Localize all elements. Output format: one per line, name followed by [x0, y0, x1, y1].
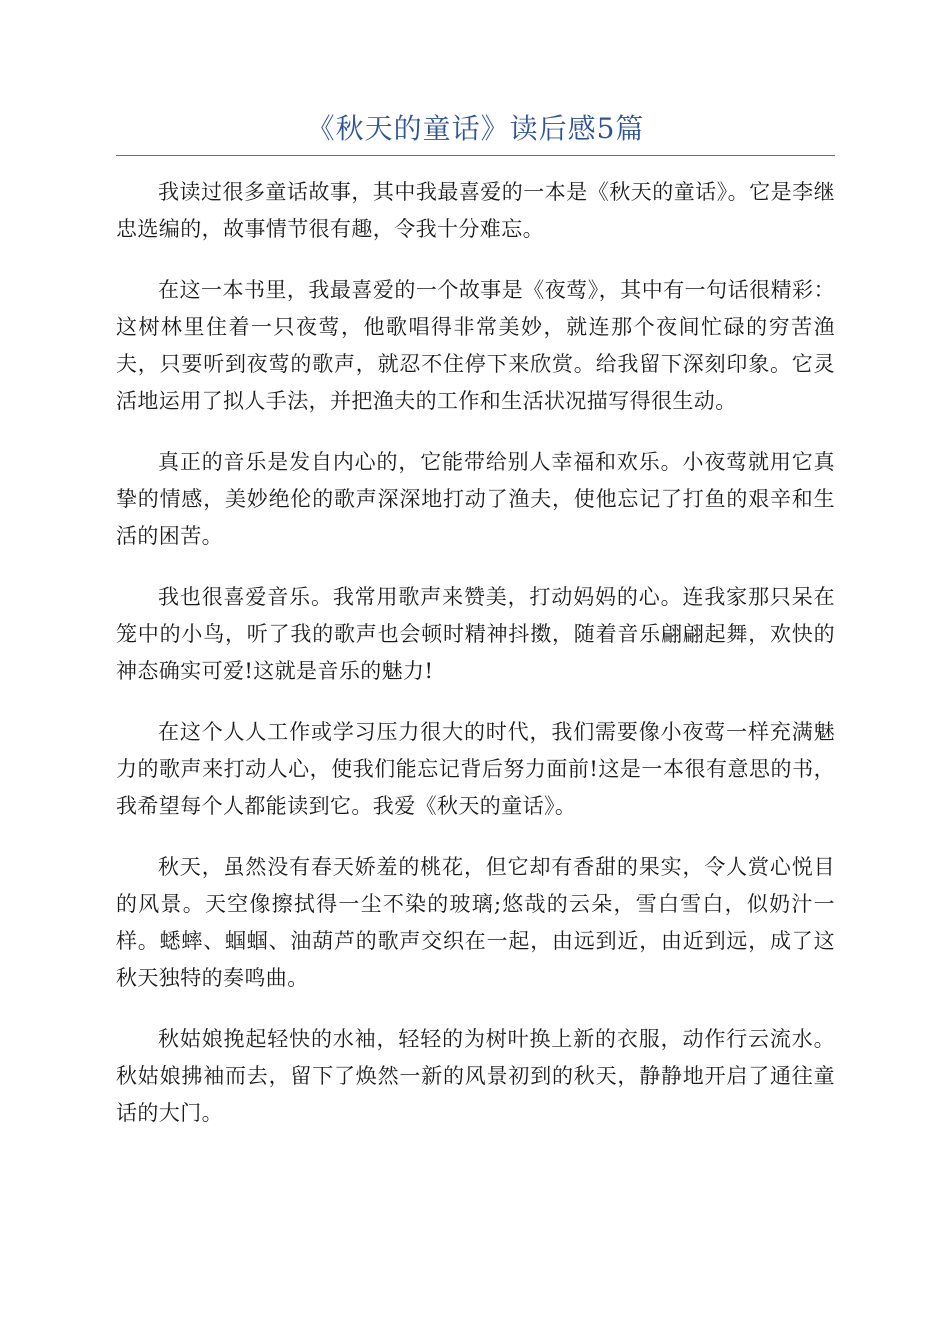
- page-title: 《秋天的童话》读后感5篇: [306, 112, 645, 145]
- paragraph-7: 秋姑娘挽起轻快的水袖，轻轻的为树叶换上新的衣服，动作行云流水。秋姑娘拂袖而去，留下了焕然一新的风景初到的秋天，静静地开启了通往童话的大门。: [116, 1027, 835, 1125]
- paragraph-5: 在这个人人工作或学习压力很大的时代，我们需要像小夜莺一样充满魅力的歌声来打动人心，使我们能忘记背后努力面前!这是一本很有意思的书，我希望每个人都能读到它。我爱《秋天的童话》。: [116, 720, 835, 818]
- title-block: [116, 108, 835, 150]
- paragraph-4: 我也很喜爱音乐。我常用歌声来赞美，打动妈妈的心。连我家那只呆在笼中的小鸟，听了我的歌声也会顿时精神抖擞，随着音乐翩翩起舞，欢快的神态确实可爱!这就是音乐的魅力!: [116, 585, 835, 683]
- paragraph-6: 秋天，虽然没有春天娇羞的桃花，但它却有香甜的果实，令人赏心悦目的风景。天空像擦拭得一尘不染的玻璃;悠哉的云朵，雪白雪白，似奶汁一样。蟋蟀、蝈蝈、油葫芦的歌声交织在一起，由远到近，由近到远，成了这秋天独特的奏鸣曲。: [116, 855, 835, 990]
- paragraph-3: 真正的音乐是发自内心的，它能带给别人幸福和欢乐。小夜莺就用它真挚的情感，美妙绝伦的歌声深深地打动了渔夫，使他忘记了打鱼的艰辛和生活的困苦。: [116, 450, 835, 548]
- title-divider: [116, 155, 835, 156]
- document-body: [116, 174, 835, 1156]
- paragraph-2: 在这一本书里，我最喜爱的一个故事是《夜莺》，其中有一句话很精彩：这树林里住着一只夜莺，他歌唱得非常美妙，就连那个夜间忙碌的穷苦渔夫，只要听到夜莺的歌声，就忍不住停下来欣赏。给我留下深刻印象。它灵活地运用了拟人手法，并把渔夫的工作和生活状况描写得很生动。: [116, 278, 835, 413]
- paragraph-1: 我读过很多童话故事，其中我最喜爱的一本是《秋天的童话》。它是李继忠选编的，故事情节很有趣，令我十分难忘。: [116, 180, 835, 241]
